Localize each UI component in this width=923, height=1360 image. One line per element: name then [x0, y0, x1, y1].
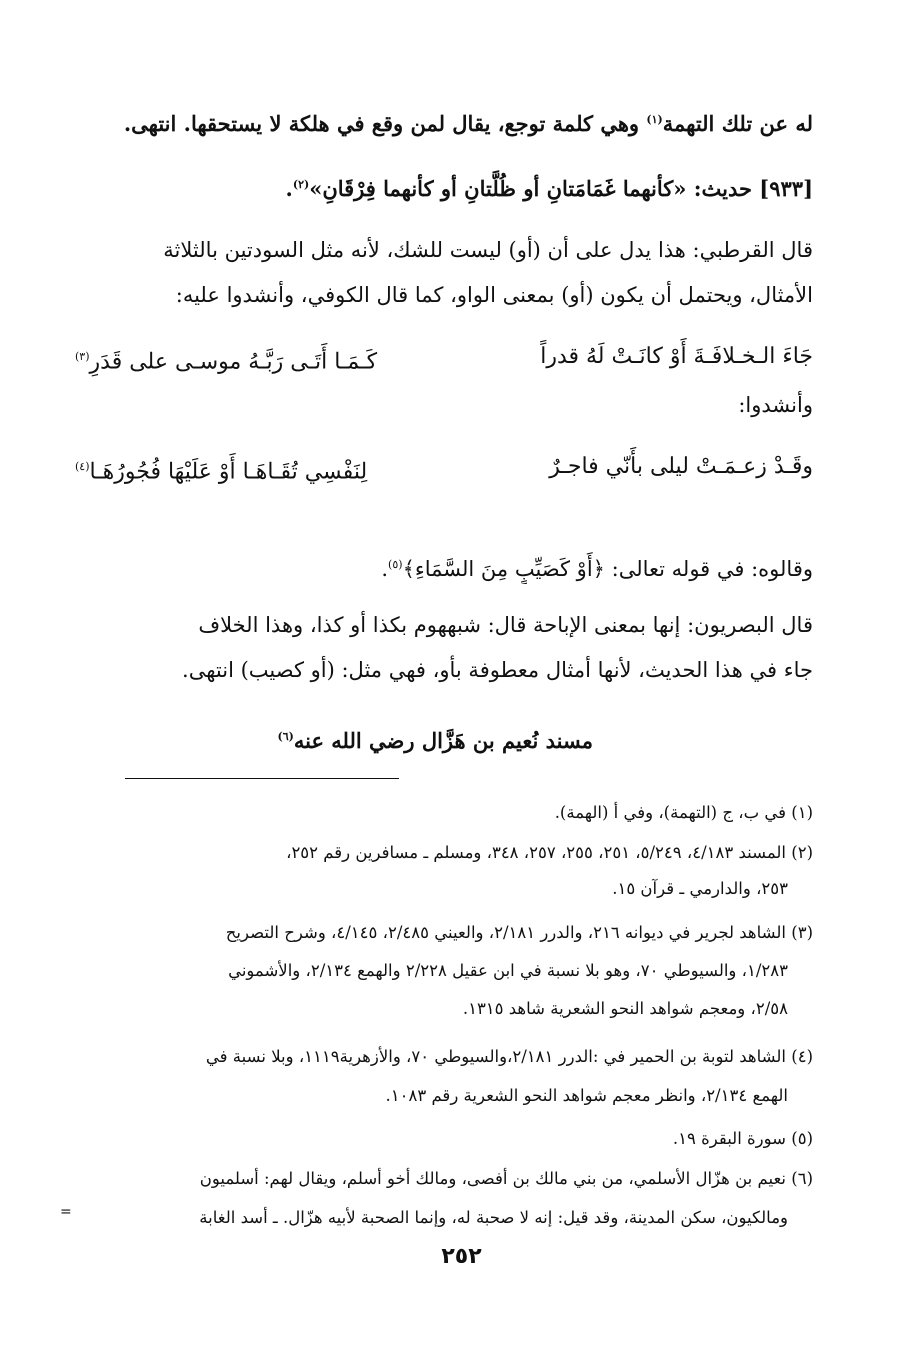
footnote-3-line-1: (٣) الشاهد لجرير في ديوانه ٢١٦، والدرر ٢/١٨١، والعيني ٢/٤٨٥، ٤/١٤٥، وشرح التصريح [225, 923, 813, 942]
poetry-verse-1 [75, 340, 813, 379]
heading-text: مسند نُعيم بن هَزَّال رضي الله عنه [293, 728, 593, 753]
line-6-end: . [381, 557, 389, 581]
quran-quote: وقالوه: في قوله تعالى: ﴿أَوْ كَصَيِّبٍ مِنَ السَّمَاءِ﴾ [402, 557, 813, 581]
text-line-6 [80, 550, 813, 584]
continuation-mark: = [60, 1204, 72, 1220]
line-1-end: وهي كلمة توجع، يقال لمن وقع في هلكة لا يستحقها. انتهى. [123, 111, 647, 136]
footnote-ref-5: (٥) [388, 558, 403, 571]
hadith-text: حديث: «كأنهما غَمَامَتانِ أو ظُلَّتانِ أو كأنهما فِرْقَانِ» [309, 176, 760, 201]
text-line-4: الأمثال، ويحتمل أن يكون (أو) بمعنى الواو، كما قال الكوفي، وأنشدوا عليه: [175, 283, 813, 307]
poetry-verse-2 [75, 450, 813, 489]
footnote-4-line-1: (٤) الشاهد لتوبة بن الحمير في :الدرر ٢/١٨١،والسيوطي ٧٠، والأزهرية١١١٩، وبلا نسبة في [205, 1047, 813, 1066]
footnote-ref-1: (١) [646, 113, 663, 126]
verse-1-first-hemistich: جَاءَ الـخـلافَـةَ أَوْ كانَـتْ لَهُ قدراً [540, 344, 813, 369]
section-heading [200, 722, 593, 756]
footnote-2-line-1: (٢) المسند ٤/١٨٣، ٥/٢٤٩، ٢٥١، ٢٥٥، ٢٥٧، ٣٤٨، ومسلم ـ مسافرين رقم ٢٥٢، [286, 843, 813, 862]
footnote-6-line-1: (٦) نعيم بن هزّال الأسلمي، من بني مالك بن أفصى، ومالك أخو أسلم، ويقال لهم: أسلميون [199, 1169, 813, 1188]
verse-2-second-text: لِنَفْسِي تُقَـاهَـا أَوْ عَلَيْهَا فُجُورُهَـا [89, 459, 368, 485]
footnote-separator [125, 778, 399, 779]
footnote-6-line-2: ومالكيون، سكن المدينة، وقد قيل: إنه لا صحبة له، وإنما الصحبة لأبيه هزّال. ـ أسد الغابة [199, 1208, 788, 1227]
hadith-end: . [285, 176, 293, 201]
footnote-1: (١) في ب، ج (التهمة)، وفي أ (الهمة). [554, 803, 813, 822]
verse-1-second-hemistich [75, 340, 377, 379]
verse-1-second-text: كَـمَـا أَتَـى رَبَّـهُ موسـى على قَدَرِ [89, 349, 378, 375]
text-line-7: قال البصريون: إنها بمعنى الإباحة قال: شبههوم بكذا أو كذا، وهذا الخلاف [198, 613, 813, 637]
page-number: ٢٥٢ [441, 1244, 482, 1269]
footnote-ref-4: (٤) [75, 460, 90, 473]
verse-2-first-hemistich: وقَـدْ زعـمَـتْ ليلى بأَنّي فاجـرٌ [549, 454, 813, 479]
footnote-ref-2: (٢) [292, 178, 310, 191]
footnote-ref-3: (٣) [75, 350, 90, 363]
verse-2-second-hemistich [75, 450, 367, 489]
footnote-ref-6: (٦) [277, 730, 294, 743]
footnote-3-line-2: ١/٢٨٣، والسيوطي ٧٠، وهو بلا نسبة في ابن عقيل ٢/٢٢٨ والهمع ٢/١٣٤، والأشموني [228, 961, 788, 980]
text-line-3: قال القرطبي: هذا يدل على أن (أو) ليست للشك، لأنه مثل السودتين بالثلاثة [163, 238, 813, 262]
hadith-number: [٩٣٣] [759, 176, 813, 201]
line-1-start: له عن تلك التهمة [662, 111, 813, 136]
hadith-line [80, 170, 813, 204]
text-line-1 [80, 105, 813, 139]
footnote-4-line-2: الهمع ٢/١٣٤، وانظر معجم شواهد النحو الشعرية رقم ١٠٨٣. [385, 1086, 788, 1105]
footnote-5: (٥) سورة البقرة ١٩. [672, 1129, 813, 1148]
text-line-8: جاء في هذا الحديث، لأنها أمثال معطوفة بأو، فهي مثل: (أو كصيب) انتهى. [182, 658, 813, 682]
text-line-5: وأنشدوا: [738, 393, 813, 417]
footnote-2-line-2: ٢٥٣، والدارمي ـ قرآن ١٥. [612, 879, 788, 898]
footnote-3-line-3: ٢/٥٨، ومعجم شواهد النحو الشعرية شاهد ١٣١٥. [462, 999, 788, 1018]
